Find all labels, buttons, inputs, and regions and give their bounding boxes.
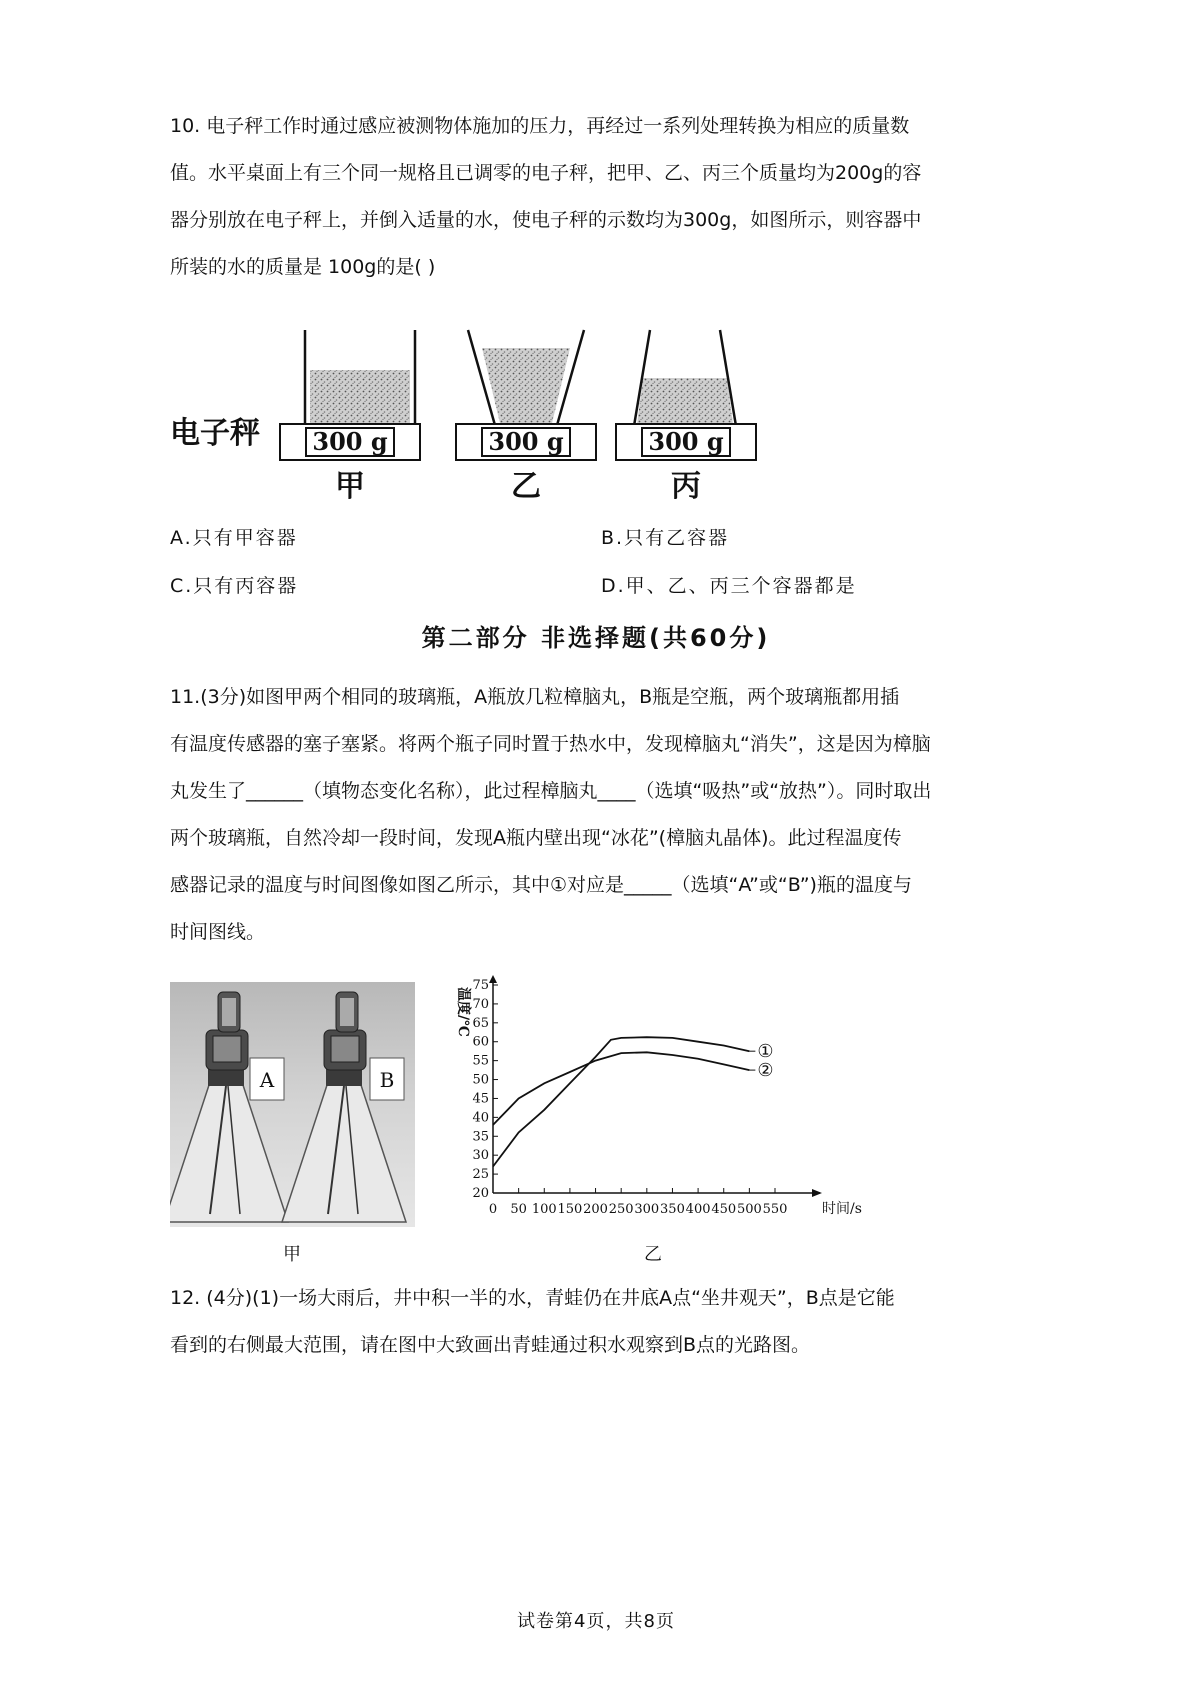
x-tick-label: 250 [608, 1202, 634, 1217]
series-line-2 [493, 1052, 749, 1125]
page-footer: 试卷第4页，共8页 [517, 1611, 675, 1632]
q10-line-1: 10. 电子秤工作时通过感应被测物体施加的压力，再经过一系列处理转换为相应的质量数 [170, 115, 910, 137]
series-label-2: ② [757, 1060, 774, 1082]
y-axis-label: 温度/℃ [455, 987, 471, 1037]
x-axis-arrow [812, 1189, 822, 1197]
x-tick-label: 500 [736, 1202, 762, 1217]
q11-photo [170, 982, 415, 1227]
x-tick-label: 100 [531, 1202, 557, 1217]
name-bing: 丙 [671, 469, 701, 504]
series-line-1 [493, 1037, 749, 1166]
y-tick-label: 35 [472, 1129, 489, 1145]
q11-line-5: 感器记录的温度与时间图像如图乙所示，其中①对应是_____（选填“A”或“B”)瓶的温度与 [170, 874, 912, 896]
option-b: B.只有乙容器 [601, 527, 730, 549]
q12-line-1: 12. (4分)(1)一场大雨后，井中积一半的水，青蛙仍在井底A点“坐井观天”，B点是它能 [170, 1287, 895, 1309]
scale-jia [280, 424, 420, 460]
option-d: D.甲、乙、丙三个容器都是 [601, 575, 857, 597]
chart-axes [472, 975, 822, 1217]
name-jia: 甲 [335, 469, 365, 504]
x-tick-label: 350 [660, 1202, 685, 1217]
x-tick-label: 550 [762, 1202, 788, 1217]
y-tick-label: 55 [472, 1053, 489, 1069]
scale-reading-bing: 300 g [648, 427, 724, 456]
q11-stem [170, 674, 1050, 956]
caption-jia: 甲 [283, 1244, 301, 1265]
q10-line-2: 值。水平桌面上有三个同一规格且已调零的电子秤，把甲、乙、丙三个质量均为200g的容 [170, 162, 922, 184]
x-tick-label: 450 [711, 1202, 737, 1217]
y-tick-label: 20 [472, 1186, 489, 1201]
y-tick-label: 45 [472, 1091, 489, 1107]
series-label-1: ① [757, 1041, 774, 1063]
q11-line-6: 时间图线。 [170, 921, 266, 943]
y-tick-label: 40 [472, 1110, 489, 1126]
q11-line-4: 两个玻璃瓶，自然冷却一段时间，发现A瓶内壁出现“冰花”(樟脑丸晶体)。此过程温度传 [170, 827, 902, 849]
label-a: A [259, 1068, 275, 1092]
scale-bing [616, 424, 756, 460]
q10-line-4: 所装的水的质量是 100g的是( ) [170, 256, 436, 278]
scale-reading-yi: 300 g [488, 427, 564, 456]
y-tick-label: 30 [472, 1148, 489, 1164]
y-tick-label: 75 [472, 978, 489, 993]
x-axis-label: 时间/s [822, 1201, 862, 1217]
x-tick-label: 400 [685, 1202, 711, 1217]
option-a: A.只有甲容器 [170, 527, 298, 549]
q12-stem [170, 1275, 1050, 1369]
q11-line-2: 有温度传感器的塞子塞紧。将两个瓶子同时置于热水中，发现樟脑丸“消失”，这是因为樟脑 [170, 733, 931, 755]
chart-lines [493, 1037, 749, 1166]
option-c: C.只有丙容器 [170, 575, 299, 597]
q12-line-2: 看到的右侧最大范围，请在图中大致画出青蛙通过积水观察到B点的光路图。 [170, 1334, 811, 1356]
scale-reading-jia: 300 g [312, 427, 388, 456]
y-tick-label: 25 [472, 1167, 489, 1183]
x-tick-label: 150 [557, 1202, 583, 1217]
name-yi: 乙 [511, 469, 541, 504]
q10-figure [170, 318, 790, 508]
temperature-time-chart [440, 975, 880, 1230]
label-b: B [379, 1068, 395, 1092]
caption-yi: 乙 [644, 1244, 662, 1265]
scale-yi [456, 424, 596, 460]
y-tick-label: 70 [472, 996, 489, 1012]
x-tick-label: 0 [488, 1202, 498, 1217]
x-tick-label: 200 [583, 1202, 608, 1217]
x-tick-label: 50 [510, 1202, 527, 1217]
q10-line-3: 器分别放在电子秤上，并倒入适量的水，使电子秤的示数均为300g，如图所示，则容器中 [170, 209, 922, 231]
q10-stem [170, 103, 1050, 291]
y-axis-arrow [489, 975, 497, 983]
x-tick-label: 300 [634, 1202, 660, 1217]
q11-line-3: 丸发生了______（填物态变化名称），此过程樟脑丸____（选填“吸热”或“放热”）。同时取出 [170, 780, 932, 802]
q11-line-1: 11.(3分)如图甲两个相同的玻璃瓶，A瓶放几粒樟脑丸，B瓶是空瓶，两个玻璃瓶都用插 [170, 686, 900, 708]
section-title: 第二部分 非选择题(共60分) [421, 624, 771, 652]
y-tick-label: 50 [472, 1072, 489, 1088]
y-tick-label: 65 [472, 1015, 489, 1031]
y-tick-label: 60 [472, 1034, 489, 1050]
scale-label: 电子秤 [170, 416, 260, 451]
